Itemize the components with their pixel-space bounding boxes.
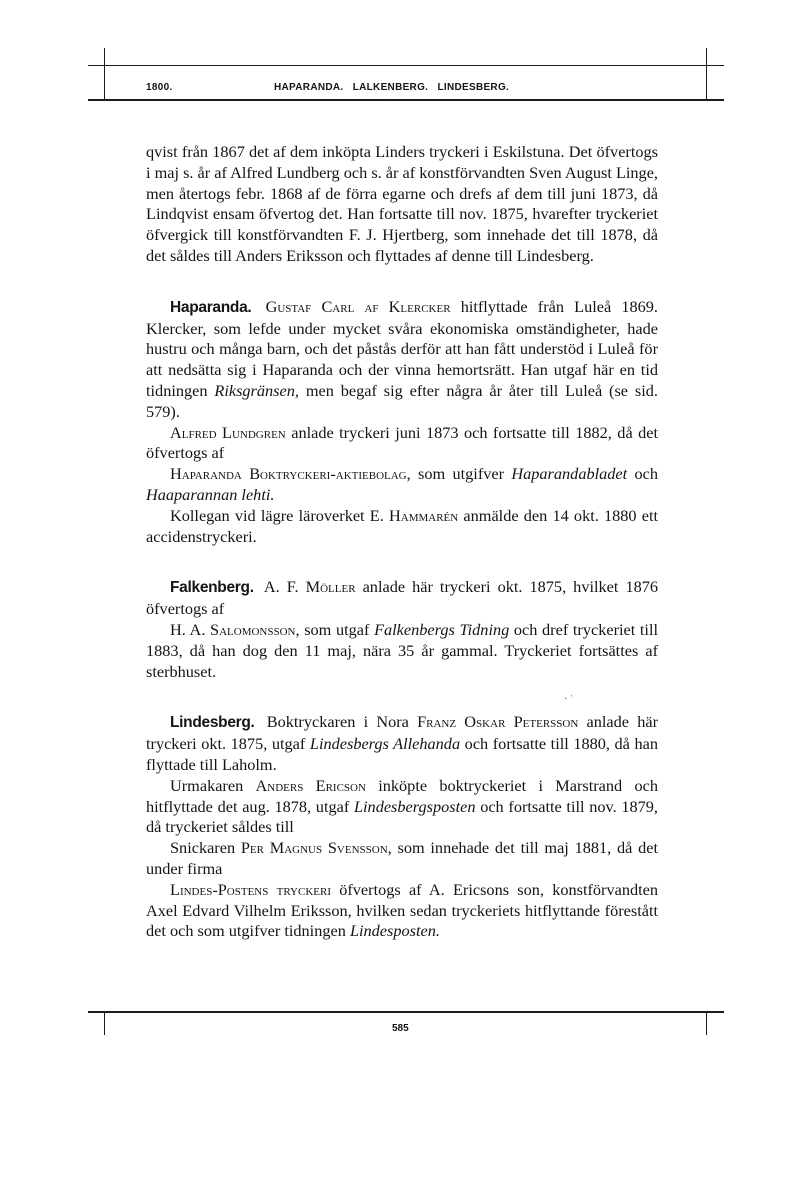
printer-name: Anders Ericson — [255, 775, 366, 795]
footer-rule — [88, 1011, 724, 1013]
text-run: och fortsatte till 1880, då han flyttade till Laholm. — [146, 734, 658, 774]
newspaper-title: Lindesbergs Allehanda — [309, 734, 461, 754]
printer-name: Alfred Lundgren — [170, 422, 286, 442]
text-run: som utgaf — [304, 619, 370, 639]
falkenberg-p1 — [146, 577, 658, 620]
top-rule — [88, 65, 724, 66]
haparanda-heading: Haparanda. — [170, 298, 252, 316]
text-run: anlade här tryckeri okt. 1875, utgaf — [146, 712, 658, 754]
text-run: Urmakaren — [170, 775, 244, 795]
text-run: öfvertogs af A. Ericsons son, konstförvandten Axel Edvard Vilhelm Eriksson, hvilken sedan tryckeriets hitflyttande förestått det och som utgifver tidningen — [146, 879, 658, 941]
printer-name: Lindes-Postens tryckeri — [170, 879, 331, 899]
newspaper-title: Lindesposten. — [349, 921, 440, 941]
text-run: och dref tryckeriet till 1883, då han dog den 11 maj, nära 35 år gammal. Tryckeriet fortsättes af sterbhuset. — [146, 619, 658, 681]
intro-paragraph: qvist från 1867 det af dem inköpta Linders tryckeri i Eskilstuna. Det öfvertogs i maj s. år af Alfred Lundberg och s. år af konstförvandten Sven August Linge, men återtogs febr. 1868 af de förra egarne och drefs af dem till juni 1873, då Lindqvist ensam öfvertog det. Han fortsatte till nov. 1875, hvarefter tryckeriet öfvergick till konstförvandten F. J. Hjertberg, som innehade det till 1878, då det såldes till Anders Eriksson och flyttades af denne till Lindesberg. — [146, 142, 658, 265]
left-border-bottom — [104, 1011, 105, 1035]
haparanda-p2 — [146, 423, 658, 465]
left-border-top — [104, 48, 105, 101]
printer-name: Franz Oskar Petersson — [417, 712, 579, 732]
text-run: Snickaren — [170, 838, 236, 858]
haparanda-p4 — [146, 506, 658, 548]
text-run: Kollegan vid lägre läroverket E. — [170, 505, 384, 525]
newspaper-title: Lindesbergsposten — [353, 796, 476, 816]
printer-name: Salomonsson, — [210, 619, 300, 639]
running-head-year: 1800. — [146, 82, 173, 93]
printer-name: Gustaf Carl af Klercker — [265, 296, 451, 316]
falkenberg-p2 — [146, 620, 658, 682]
text-run: A. F. — [263, 577, 299, 597]
newspaper-title: Haparandabladet — [511, 464, 628, 484]
text-run: och — [634, 464, 658, 484]
haparanda-p3 — [146, 464, 658, 506]
text-run: men begaf sig efter några år åter till Luleå (se sid. 579). — [146, 380, 658, 421]
printer-name: Per Magnus Svensson, — [240, 838, 392, 858]
text-run: anmälde den 14 okt. 1880 ett accidenstryckeri. — [146, 505, 659, 546]
newspaper-title: Haaparannan lehti. — [146, 484, 275, 504]
haparanda-p1 — [146, 297, 658, 423]
text-run: som innehade det till maj 1881, då det under firma — [146, 838, 658, 878]
printer-name: Möller — [305, 577, 356, 597]
lindesberg-p4 — [146, 880, 658, 942]
lindesberg-p1 — [146, 712, 658, 775]
text-run: som utgifver — [418, 464, 505, 484]
printer-name: Hammarén — [389, 505, 459, 525]
lindesberg-heading: Lindesberg. — [170, 714, 255, 732]
falkenberg-heading: Falkenberg. — [170, 579, 254, 597]
page-number: 585 — [392, 1023, 409, 1034]
lindesberg-p3 — [146, 838, 658, 880]
text-run: Boktryckaren i Nora — [266, 712, 409, 732]
right-border-bottom — [706, 1011, 707, 1035]
header-rule — [88, 99, 724, 101]
right-border-top — [706, 48, 707, 101]
newspaper-title: Riksgränsen, — [214, 380, 299, 400]
text-run: inköpte boktryckeriet i Marstrand och hitflyttade det aug. 1878, utgaf — [146, 775, 658, 816]
running-head-title: HAPARANDA. LALKENBERG. LINDESBERG. — [274, 82, 510, 93]
text-run: H. A. — [170, 619, 206, 639]
text-run: anlade här tryckeri okt. 1875, hvilket 1876 öfvertogs af — [146, 577, 659, 619]
print-speck: · — [384, 95, 388, 106]
page-body — [146, 142, 658, 942]
print-speck: · ˈ — [564, 694, 574, 705]
text-run: och fortsatte till nov. 1879, då tryckeriet såldes till — [146, 796, 658, 837]
newspaper-title: Falkenbergs Tidning — [374, 619, 510, 639]
text-run: anlade tryckeri juni 1873 och fortsatte till 1882, då det öfvertogs af — [146, 422, 659, 463]
printer-name: Haparanda Boktryckeri-aktiebolag, — [170, 464, 411, 484]
text-run: hitflyttade från Luleå 1869. Klercker, som lefde under mycket svåra ekonomiska omständigheter, hade hustru och många barn, och det påstås derför att han fått understöd i Luleå för att nedsätta sig i Haparanda och der vinna hemortsrätt. Han utgaf här en tid tidningen — [146, 296, 658, 400]
lindesberg-p2 — [146, 776, 658, 838]
